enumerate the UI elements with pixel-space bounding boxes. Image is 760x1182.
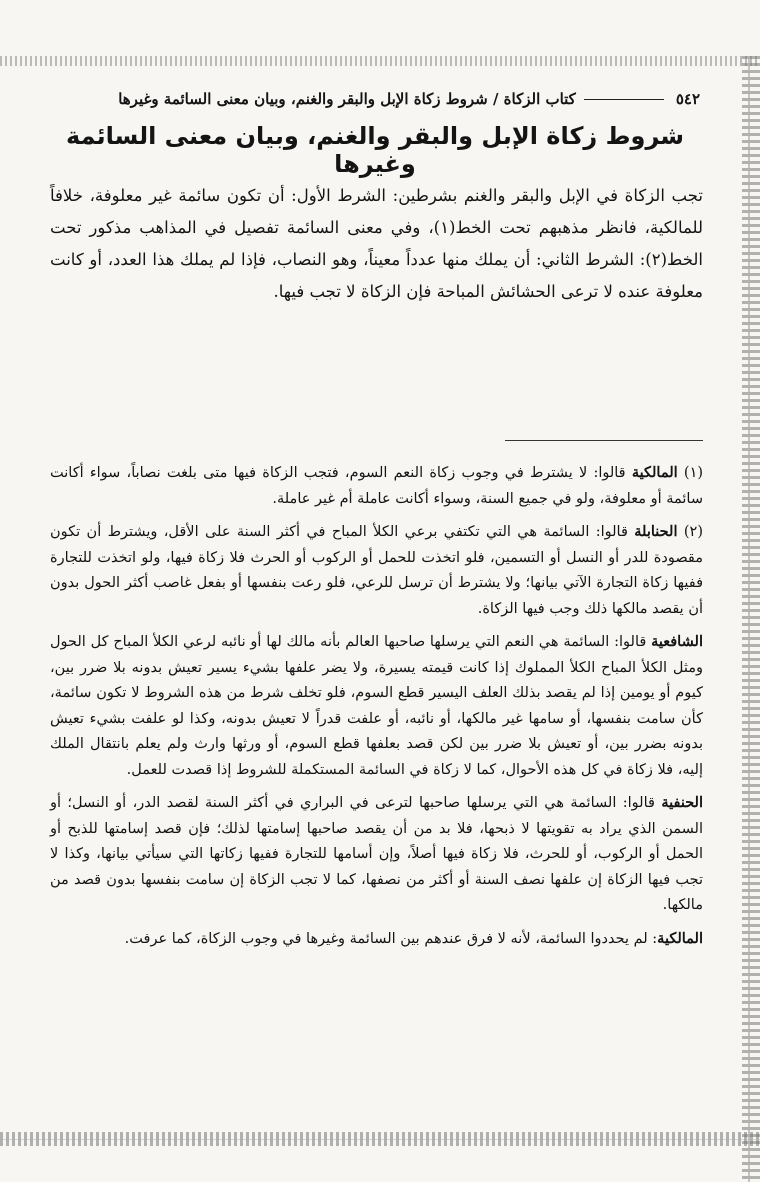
footnote-school: المالكية — [657, 929, 703, 947]
footnote-text: : لم يحددوا السائمة، لأنه لا فرق عندهم بين السائمة وغيرها في وجوب الزكاة، كما عرفت. — [124, 930, 658, 947]
chapter-title: شروط زكاة الإبل والبقر والغنم، وبيان معنى السائمة وغيرها — [66, 122, 684, 178]
footnote-marker: (١) — [683, 465, 704, 481]
footnote-text: قالوا: السائمة هي النعم التي يرسلها صاحبها العالم بأنه مالك لها أو نائبه لرعي الكلأ المباح كل الحول ومثل الكلأ المباح الكلأ المملوك إذا كانت قيمته يسيرة، ولا يضر علفها بشيء يسير تعيش بدونه بلا ضرر بين، كيوم أو يومين إذا لم يقصد بذلك العلف اليسير قطع السوم، فلو تخلف شرط من هذه الشروط لا تكون سائمة، كأن سامت بنفسها، أو سامها غير مالكها، أو نائبه، أو علفت قدراً لا تعيش بدونه، وكذا لو علفت بشيء تعيش بدونه بضرر بين، أو تعيش بلا ضرر بين لكن قصد بعلفها قطع السوم، أو ورثها وارث ولم يعلم بانتقال الملك إليه، فلا زكاة في كل هذه الأحوال، كما لا زكاة في السائمة المستكملة للشروط إذا قصدت للعمل. — [50, 634, 703, 778]
page-number: ٥٤٢ — [675, 90, 700, 108]
footnote-maliki — [50, 926, 703, 953]
main-text: تجب الزكاة في الإبل والبقر والغنم بشرطين: الشرط الأول: أن تكون سائمة غير معلوفة، خلافاً للمالكية، فانظر مذهبهم تحت الخط(١)، وفي معنى السائمة تفصيل في المذاهب مذكور تحت الخط(٢): الشرط الثاني: أن يملك منها عدداً معيناً، وهو النصاب، فإذا لم يملك هذا العدد، أو كانت معلوفة عنده لا ترعى الحشائش المباحة فإن الزكاة لا تجب فيها. — [50, 186, 704, 301]
top-border-ornament — [0, 56, 760, 66]
bottom-border-ornament — [0, 1132, 760, 1146]
footnote-text: قالوا: لا يشترط في وجوب زكاة النعم السوم، فتجب الزكاة فيها متى بلغت نصاباً، سواء أكانت سائمة أو معلوفة، ولو في جميع السنة، وسواء أكانت عاملة أم غير عاملة. — [50, 465, 703, 507]
footnote-text: قالوا: السائمة هي التي تكتفي برعي الكلأ المباح في أكثر السنة على الأقل، ويشترط أن تكون مقصودة للدر أو النسل أو التسمين، فلو اتخذت للحمل أو الركوب أو الحرث فلا زكاة فيها، ولو اتخذت للتجارة ففيها زكاة التجارة الآتي بيانها؛ ولا يشترط أن ترسل للرعي، فلو رعت بنفسها أو بفعل غاصب أكثر الحول بدون أن يقصد مالكها ذلك وجب فيها الزكاة. — [50, 524, 703, 617]
footnote-school: الحنفية — [661, 794, 703, 811]
footnote-separator — [505, 440, 703, 441]
running-header — [50, 90, 700, 108]
footnote-school: الشافعية — [651, 633, 703, 650]
footnotes — [50, 460, 703, 959]
footnote-school: المالكية — [631, 464, 678, 481]
footnote-marker: (٢) — [683, 524, 704, 540]
footnote-1 — [50, 460, 703, 512]
header-rule — [584, 99, 664, 100]
running-title: كتاب الزكاة / شروط زكاة الإبل والبقر والغنم، وبيان معنى السائمة وغيرها — [118, 90, 576, 108]
footnote-hanafi — [50, 790, 703, 919]
right-border-ornament — [742, 56, 760, 1182]
footnote-2 — [50, 519, 703, 622]
footnote-shafii — [50, 629, 703, 783]
footnote-school: الحنابلة — [634, 523, 678, 540]
footnote-text: قالوا: السائمة هي التي يرسلها صاحبها لترعى في البراري في أكثر السنة لقصد الدر، أو النسل؛ أو السمن الذي يراد به تقويتها لا ذبحها، فلا بد من أن يقصد صاحبها إسامتها لذلك؛ فإن قصد إسامتها للذبح أو الحمل أو الركوب، أو للحرث، فلا زكاة فيها أصلاً، وإن أسامها للتجارة ففيها زكاتها التي سيأتي بيانها، وكذا لا تجب فيها الزكاة إن علفها نصف السنة أو أكثر من نصفها، كما لا تجب الزكاة إن سامت بنفسها بدون قصد من مالكها. — [50, 795, 703, 913]
